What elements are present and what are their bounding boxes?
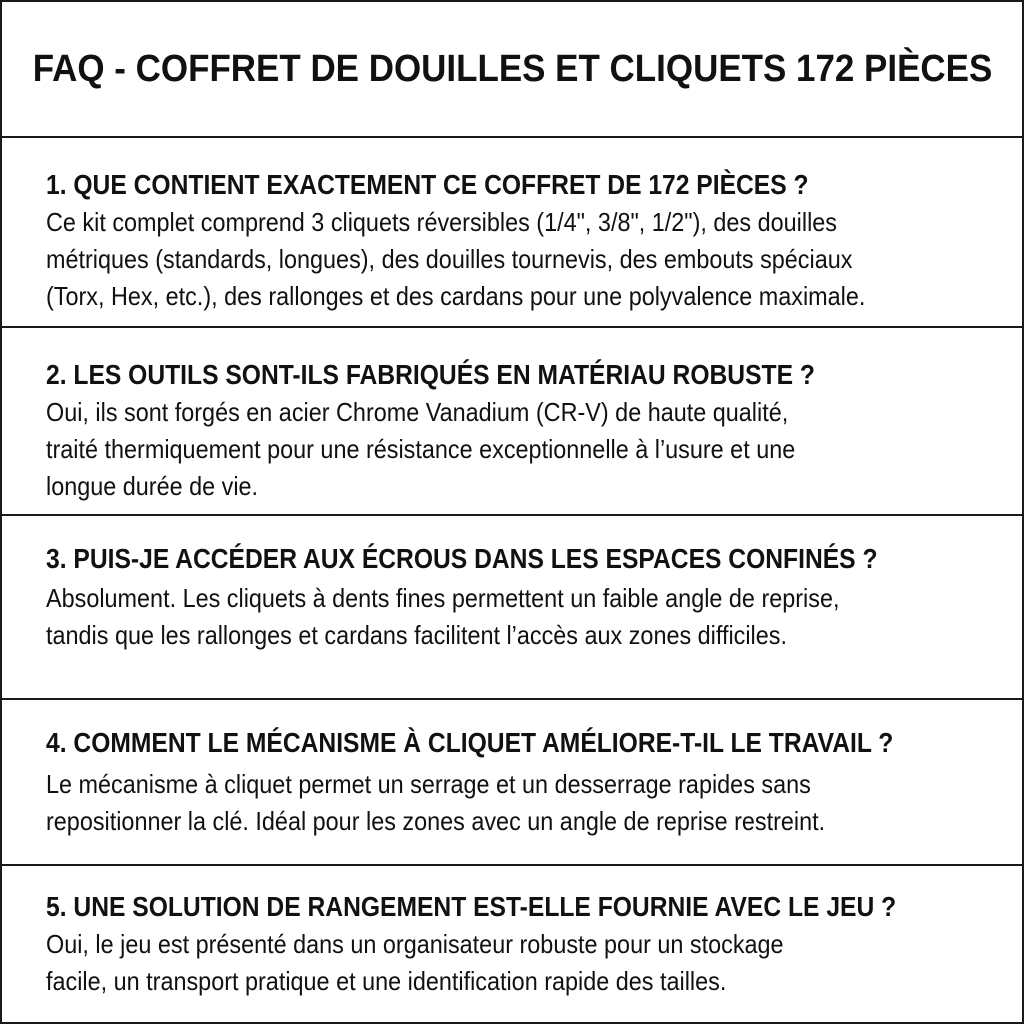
faq-question-5: 5. UNE SOLUTION DE RANGEMENT EST-ELLE FOURNIE AVEC LE JEU ?	[46, 891, 897, 922]
page-title: FAQ - COFFRET DE DOUILLES ET CLIQUETS 172 PIÈCES	[32, 47, 992, 90]
faq-answer-2	[46, 394, 1000, 505]
faq-item-5	[2, 866, 1022, 1022]
faq-question-3: 3. PUIS-JE ACCÉDER AUX ÉCROUS DANS LES ESPACES CONFINÉS ?	[46, 543, 878, 574]
faq-item-4	[2, 700, 1022, 866]
faq-answer-line: repositionner la clé. Idéal pour les zones avec un angle de reprise restreint.	[46, 806, 826, 836]
faq-answer-line: Le mécanisme à cliquet permet un serrage et un desserrage rapides sans	[46, 769, 811, 799]
faq-answer-1	[46, 204, 1000, 315]
faq-item-3	[2, 516, 1022, 700]
faq-item-1	[2, 138, 1022, 328]
faq-answer-line: tandis que les rallonges et cardans facilitent l’accès aux zones difficiles.	[46, 620, 787, 650]
faq-answer-5	[46, 926, 1000, 1000]
faq-header	[2, 2, 1022, 138]
faq-question-4: 4. COMMENT LE MÉCANISME À CLIQUET AMÉLIORE-T-IL LE TRAVAIL ?	[46, 727, 894, 758]
faq-answer-line: Ce kit complet comprend 3 cliquets réversibles (1/4", 3/8", 1/2"), des douilles	[46, 207, 837, 237]
faq-answer-line: métriques (standards, longues), des douilles tournevis, des embouts spéciaux	[46, 244, 853, 274]
faq-question-1: 1. QUE CONTIENT EXACTEMENT CE COFFRET DE 172 PIÈCES ?	[46, 169, 809, 200]
faq-answer-3	[46, 580, 1000, 654]
faq-question-2: 2. LES OUTILS SONT-ILS FABRIQUÉS EN MATÉRIAU ROBUSTE ?	[46, 359, 815, 390]
faq-answer-line: traité thermiquement pour une résistance exceptionnelle à l’usure et une	[46, 434, 796, 464]
faq-answer-line: facile, un transport pratique et une identification rapide des tailles.	[46, 966, 727, 996]
faq-answer-line: Oui, le jeu est présenté dans un organisateur robuste pour un stockage	[46, 929, 784, 959]
faq-answer-line: Absolument. Les cliquets à dents fines permettent un faible angle de reprise,	[46, 583, 840, 613]
faq-answer-4	[46, 766, 1000, 840]
faq-item-2	[2, 328, 1022, 516]
faq-answer-line: Oui, ils sont forgés en acier Chrome Vanadium (CR-V) de haute qualité,	[46, 397, 789, 427]
faq-answer-line: (Torx, Hex, etc.), des rallonges et des cardans pour une polyvalence maximale.	[46, 281, 866, 311]
faq-answer-line: longue durée de vie.	[46, 471, 259, 501]
